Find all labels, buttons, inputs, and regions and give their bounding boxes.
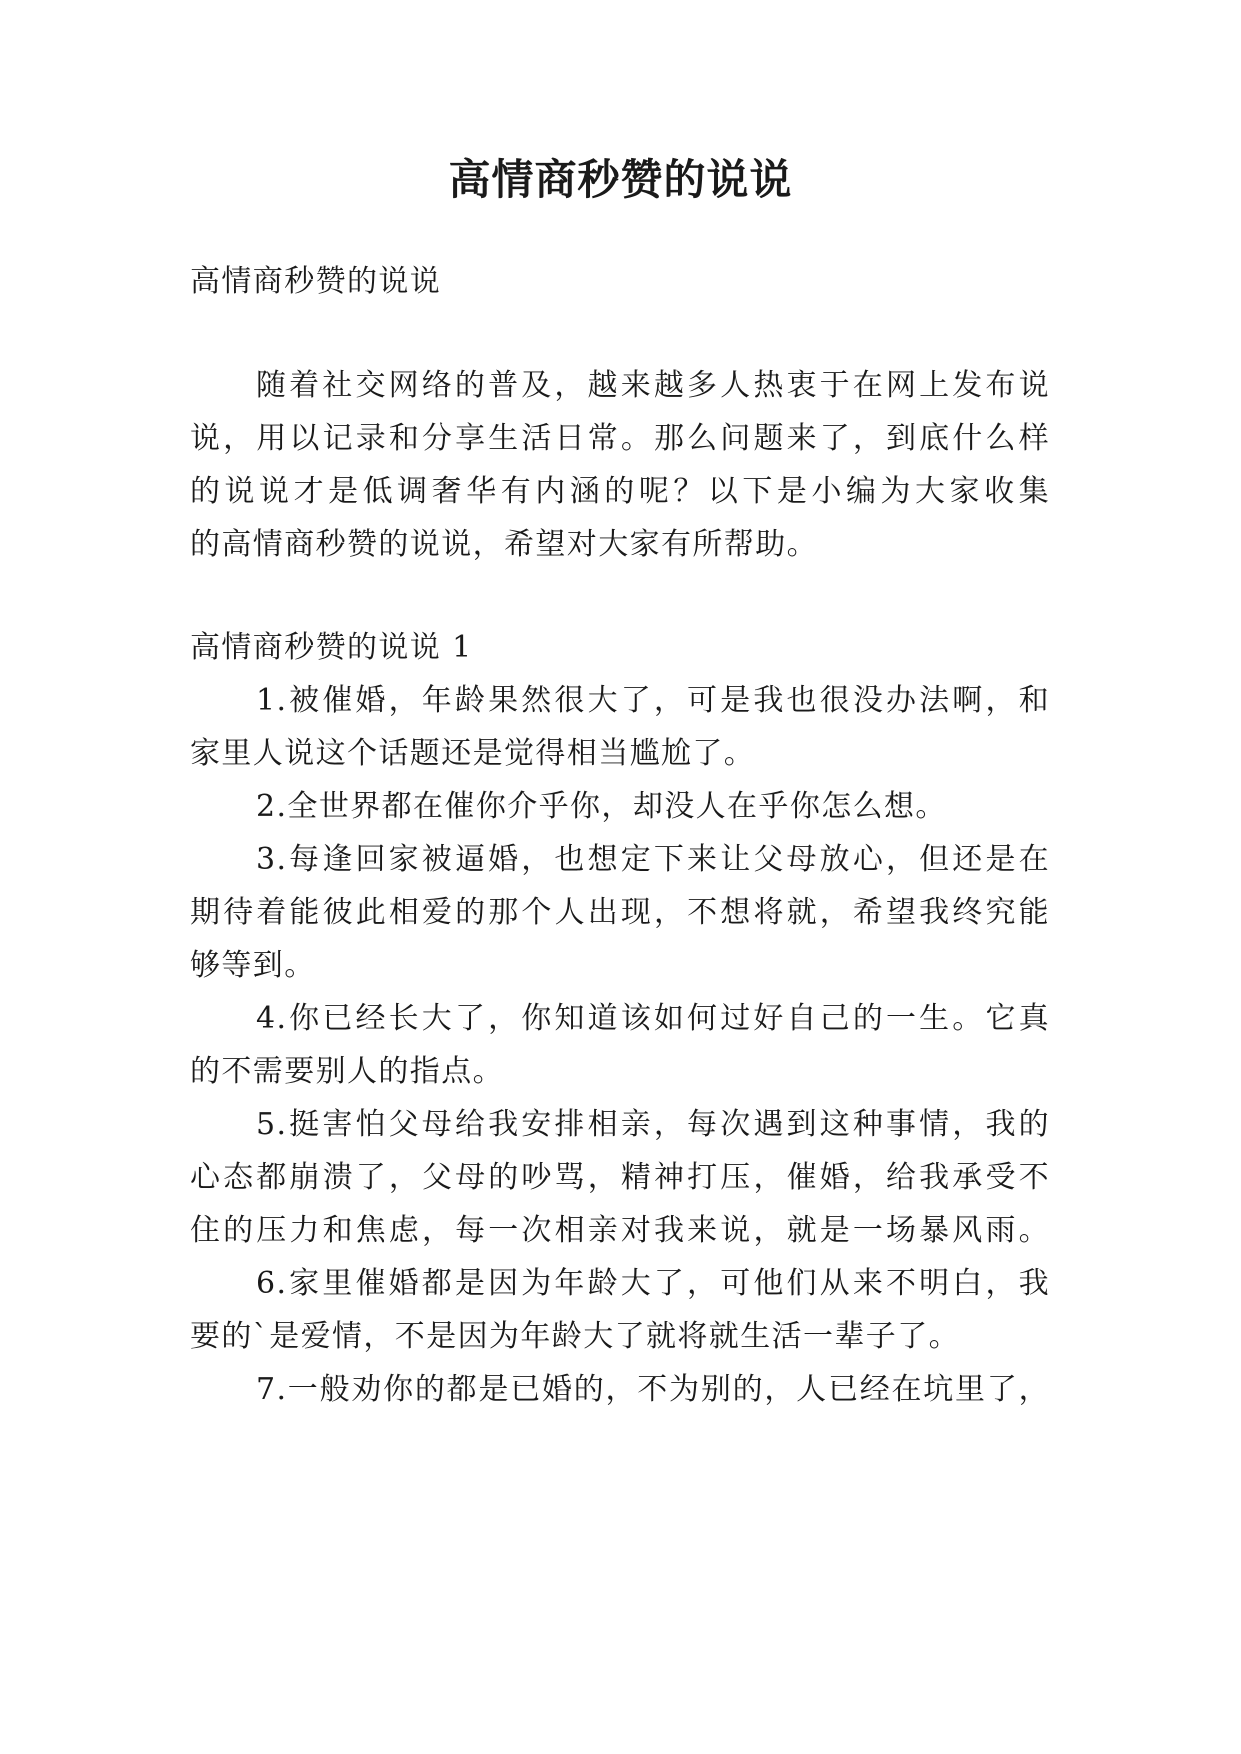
list-item-line: 3.每逢回家被逼婚，也想定下来让父母放心，但还是在	[256, 842, 1050, 877]
list-item-line: 5.挺害怕父母给我安排相亲，每次遇到这种事情，我的	[256, 1107, 1050, 1142]
document-title: 高情商秒赞的说说	[448, 155, 793, 204]
list-item-line: 2.全世界都在催你介乎你，却没人在乎你怎么想。	[256, 789, 947, 824]
list-item-line: 期待着能彼此相爱的那个人出现，不想将就，希望我终究能	[190, 895, 1050, 930]
list-item-line: 心态都崩溃了，父母的吵骂，精神打压，催婚，给我承受不	[190, 1160, 1050, 1195]
list-item-line: 家里人说这个话题还是觉得相当尴尬了。	[190, 736, 756, 771]
section-heading: 高情商秒赞的说说 1	[190, 630, 473, 665]
intro-line: 的高情商秒赞的说说，希望对大家有所帮助。	[190, 527, 818, 562]
list-item-line: 4.你已经长大了，你知道该如何过好自己的一生。它真	[256, 1001, 1050, 1036]
list-item-line: 6.家里催婚都是因为年龄大了，可他们从来不明白，我	[256, 1266, 1050, 1301]
intro-line: 说，用以记录和分享生活日常。那么问题来了，到底什么样	[190, 421, 1050, 456]
intro-line: 的说说才是低调奢华有内涵的呢？以下是小编为大家收集	[190, 474, 1050, 509]
document-subtitle: 高情商秒赞的说说	[190, 264, 442, 299]
list-item-line: 够等到。	[190, 948, 316, 983]
list-item-line: 要的`是爱情，不是因为年龄大了就将就生活一辈子了。	[190, 1319, 960, 1354]
list-item-line: 7.一般劝你的都是已婚的，不为别的，人已经在坑里了，	[256, 1372, 1050, 1407]
list-item-line: 住的压力和焦虑，每一次相亲对我来说，就是一场暴风雨。	[190, 1213, 1050, 1248]
intro-line: 随着社交网络的普及，越来越多人热衷于在网上发布说	[256, 368, 1050, 403]
list-item-line: 的不需要别人的指点。	[190, 1054, 504, 1089]
list-item-line: 1.被催婚，年龄果然很大了，可是我也很没办法啊，和	[256, 683, 1050, 718]
